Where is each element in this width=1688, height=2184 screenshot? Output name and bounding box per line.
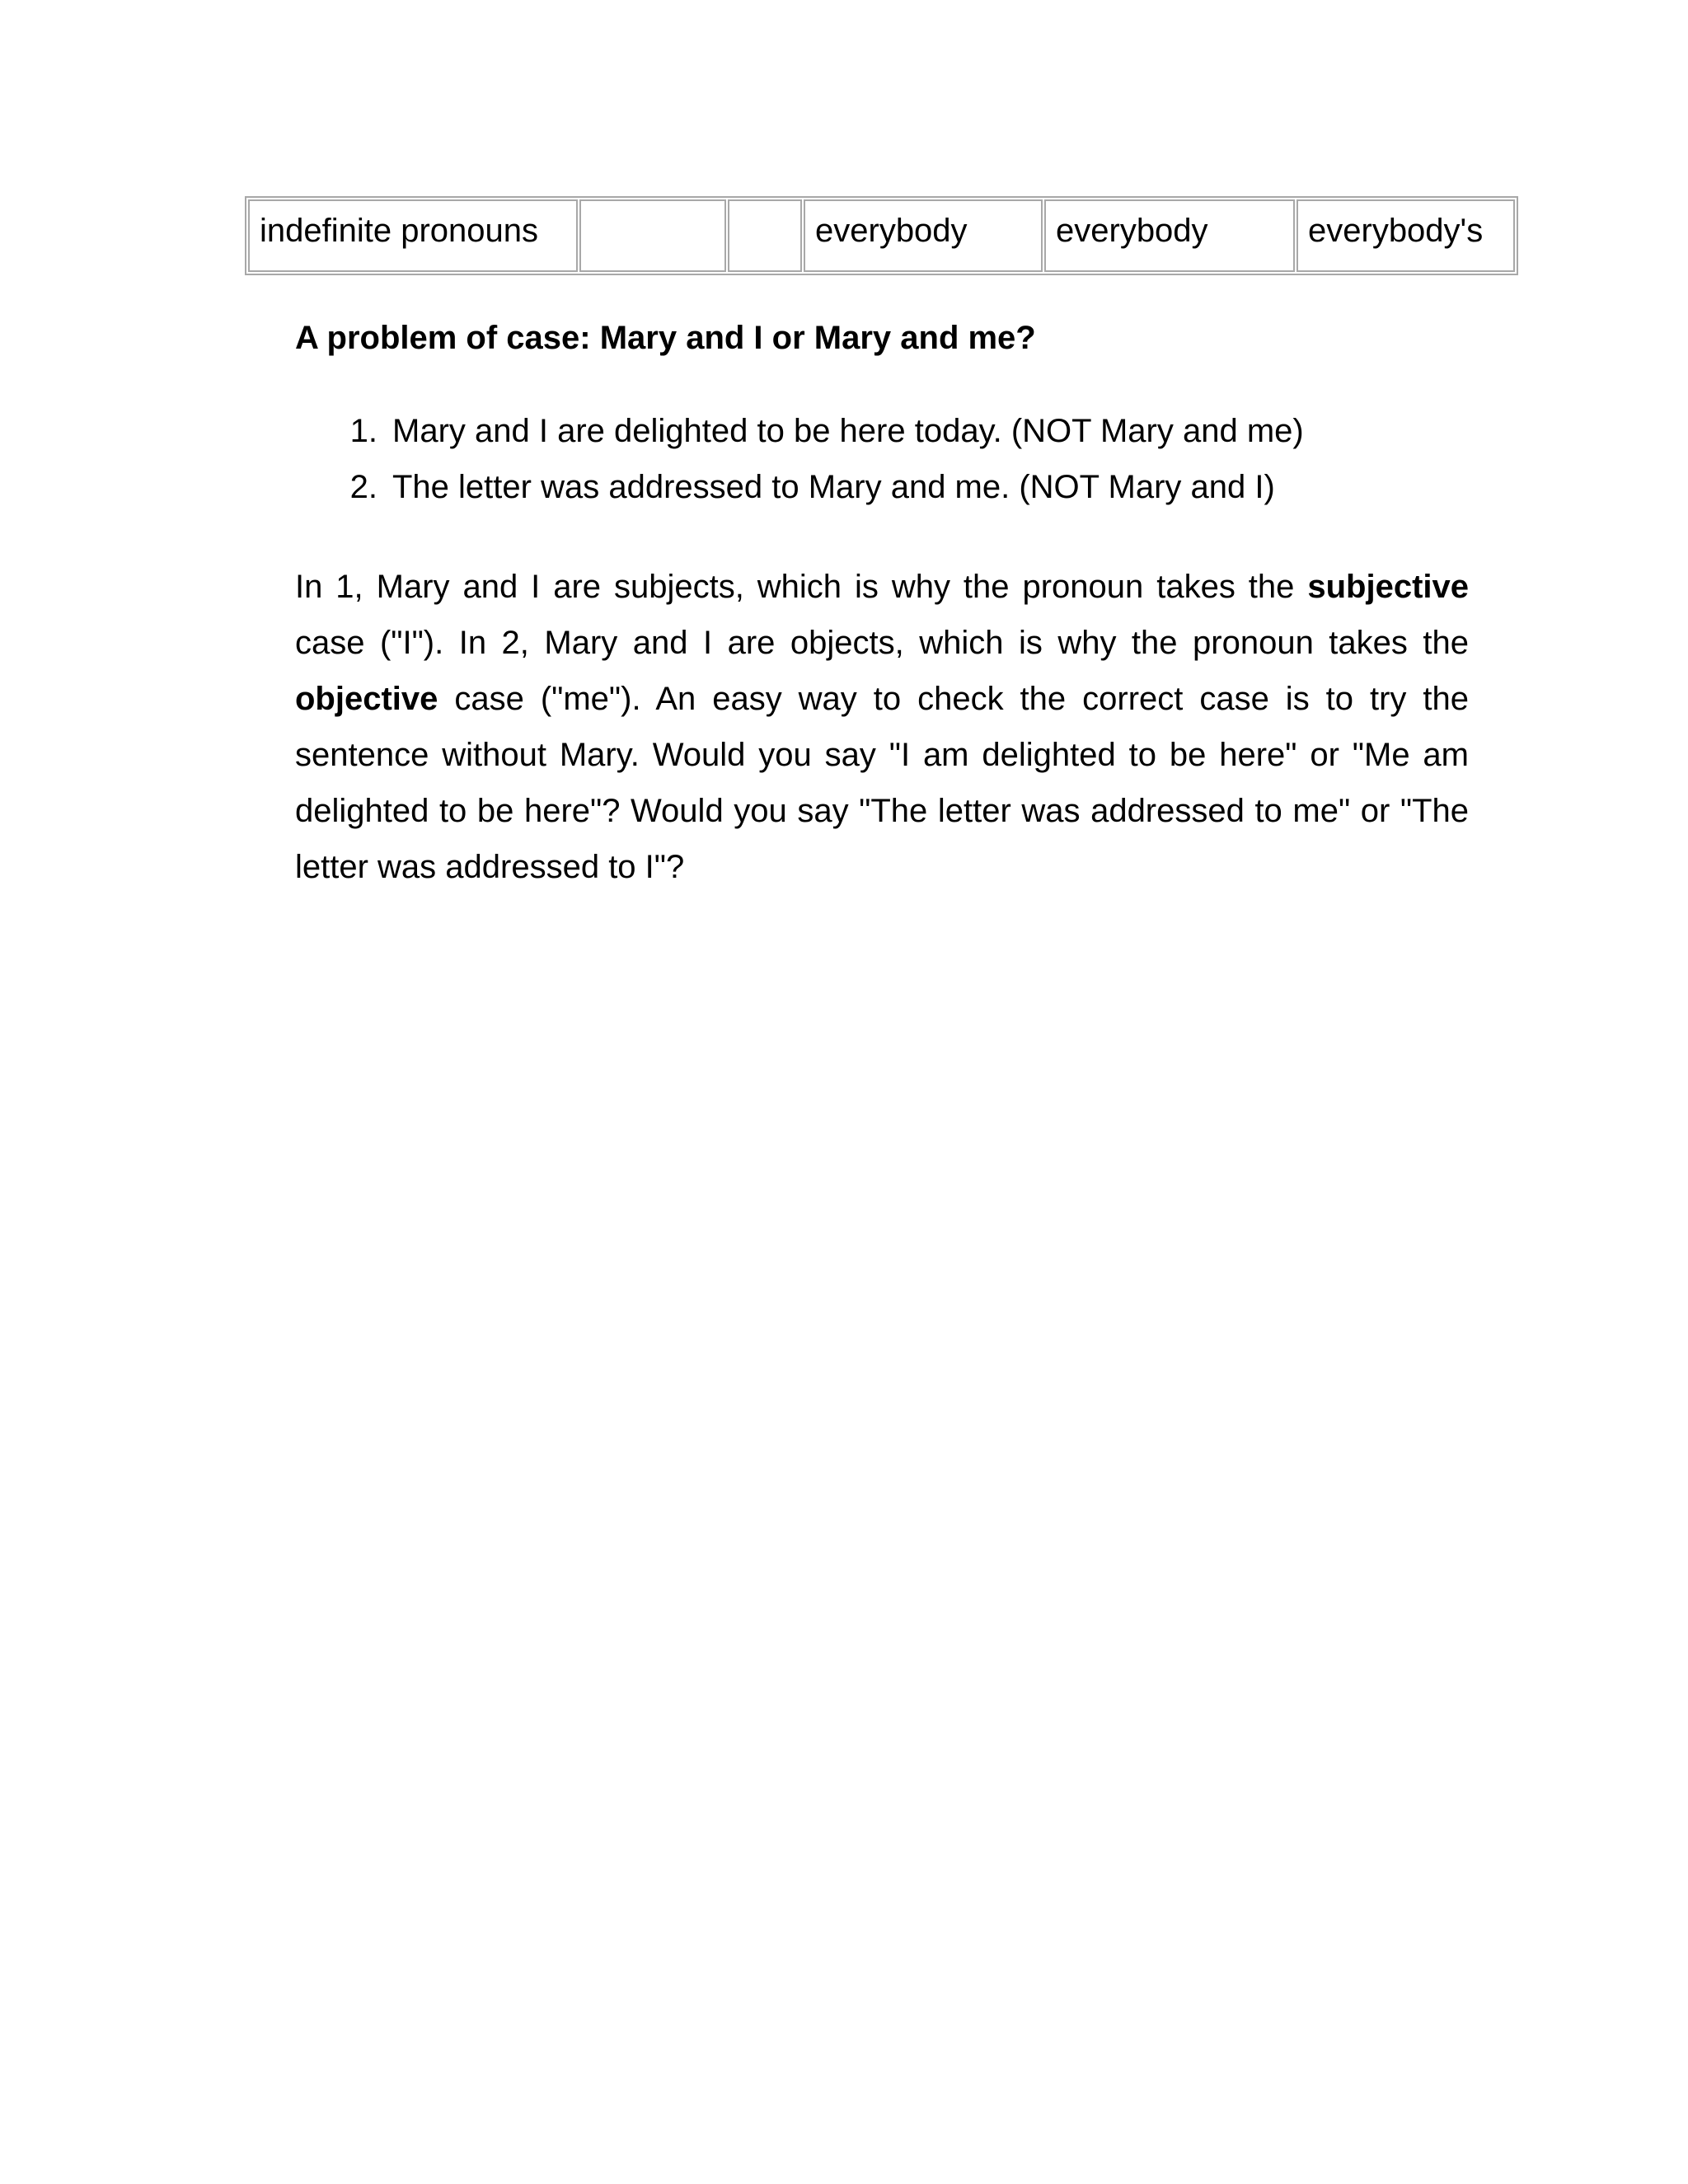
table-cell-category: indefinite pronouns (248, 199, 578, 272)
list-number: 1. (349, 413, 377, 449)
table-cell-empty (728, 199, 802, 272)
section-heading: A problem of case: Mary and I or Mary and me? (295, 320, 1036, 356)
table-cell-empty (579, 199, 726, 272)
table-cell-subjective: everybody (804, 199, 1043, 272)
paragraph-text: case ("me"). An easy way to check the correct case is to try the sentence without Mary. Would you say "I am delighted to be here" or "Me am delighted to be here"? Would you say "The letter was addressed to me" or "The letter was addressed to I"? (295, 681, 1469, 885)
example-list (295, 412, 1304, 524)
table-cell-possessive: everybody's (1296, 199, 1515, 272)
list-item (295, 468, 1304, 524)
list-item (295, 412, 1304, 468)
explanation-paragraph (295, 559, 1469, 895)
table-cell-objective: everybody (1044, 199, 1295, 272)
table-row (248, 199, 1515, 272)
bold-term: subjective (1307, 569, 1469, 605)
paragraph-text: In 1, Mary and I are subjects, which is why the pronoun takes the (295, 569, 1308, 605)
paragraph-text: case ("I"). In 2, Mary and I are objects, which is why the pronoun takes the (295, 625, 1469, 661)
pronoun-table (245, 196, 1518, 275)
list-item-text: Mary and I are delighted to be here today. (NOT Mary and me) (392, 413, 1304, 449)
bold-term: objective (295, 681, 438, 717)
list-number: 2. (349, 469, 377, 505)
list-item-text: The letter was addressed to Mary and me. (NOT Mary and I) (392, 469, 1275, 505)
